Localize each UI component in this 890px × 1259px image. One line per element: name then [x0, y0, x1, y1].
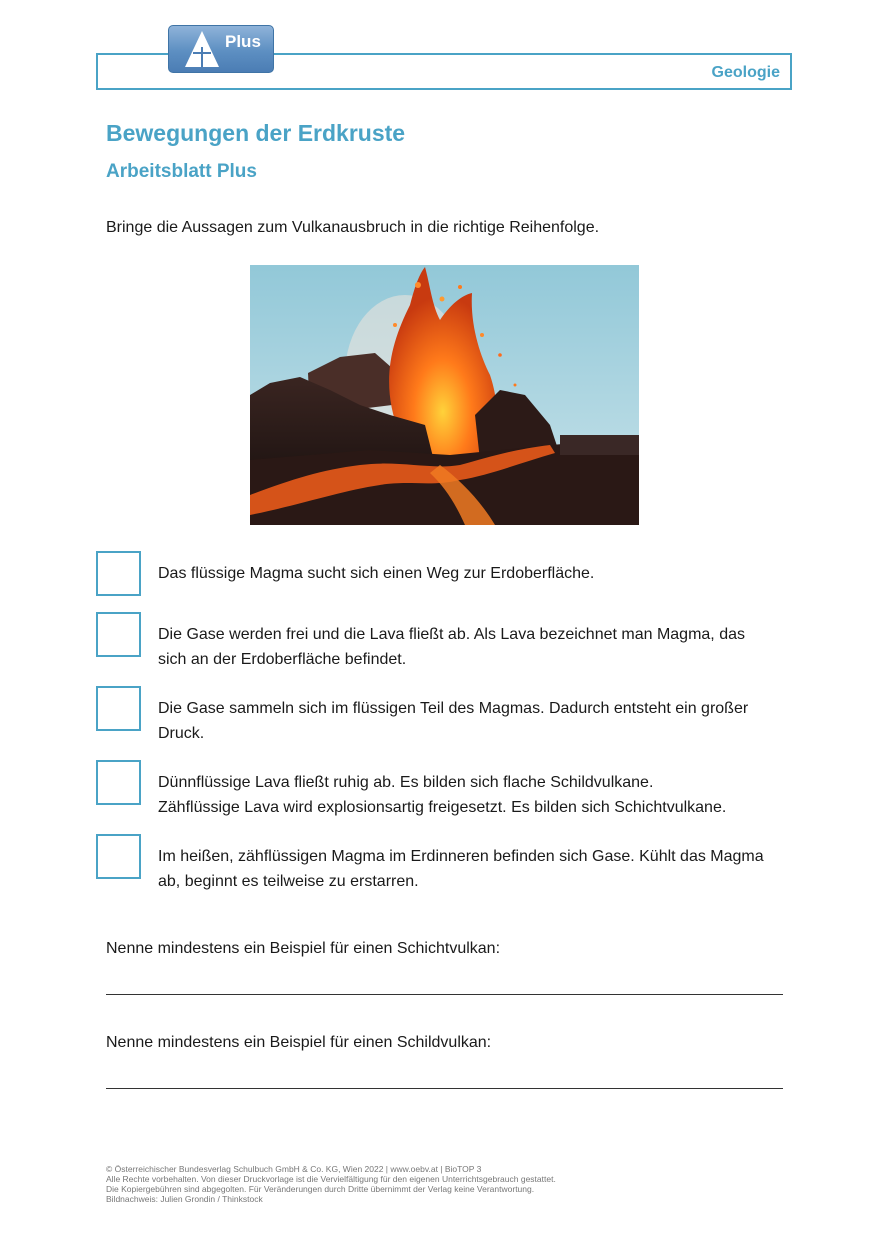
copyright-footer	[106, 1164, 556, 1204]
order-checkbox[interactable]	[96, 612, 141, 657]
footer-line: © Österreichischer Bundesverlag Schulbuch GmbH & Co. KG, Wien 2022 | www.oebv.at | BioTOP 3	[106, 1164, 482, 1174]
order-checkbox[interactable]	[96, 686, 141, 731]
answer-line-schildvulkan[interactable]	[106, 1088, 783, 1089]
question-schichtvulkan: Nenne mindestens ein Beispiel für einen Schichtvulkan:	[106, 940, 501, 957]
footer-line: Alle Rechte vorbehalten. Von dieser Druckvorlage ist die Vervielfältigung für den eigenen Unterrichtsgebrauch gestattet.	[106, 1174, 556, 1184]
page-title: Bewegungen der Erdkruste	[106, 120, 406, 146]
page-subtitle: Arbeitsblatt Plus	[106, 161, 257, 182]
footer-line: Die Kopiergebühren sind abgegolten. Für Veränderungen durch Dritte übernimmt der Verlag keine Verantwortung.	[106, 1184, 535, 1194]
footer-line: Bildnachweis: Julien Grondin / Thinkstock	[106, 1194, 263, 1204]
task-text: Das flüssige Magma sucht sich einen Weg zur Erdoberfläche.	[158, 565, 595, 582]
task-text: Die Gase sammeln sich im flüssigen Teil des Magmas. Dadurch entsteht ein großer Druck.	[158, 700, 749, 742]
task-text: Dünnflüssige Lava fließt ruhig ab. Es bilden sich flache Schildvulkane. Zähflüssige Lava wird explosionsartig freigesetzt. Es bilden sich Schichtvulkane.	[158, 774, 727, 816]
order-checkbox[interactable]	[96, 551, 141, 596]
logo-text: Plus	[225, 32, 261, 51]
order-checkbox[interactable]	[96, 760, 141, 805]
order-checkbox[interactable]	[96, 834, 141, 879]
subject-label: Geologie	[711, 64, 780, 81]
question-schildvulkan: Nenne mindestens ein Beispiel für einen Schildvulkan:	[106, 1034, 492, 1051]
plus-logo	[168, 25, 274, 73]
volcano-photo	[250, 265, 639, 525]
triangle-logo-icon	[183, 29, 221, 69]
task-text: Im heißen, zähflüssigen Magma im Erdinneren befinden sich Gase. Kühlt das Magma ab, beginnt es teilweise zu erstarren.	[158, 848, 764, 890]
instruction-text: Bringe die Aussagen zum Vulkanausbruch in die richtige Reihenfolge.	[106, 219, 600, 236]
task-text: Die Gase werden frei und die Lava fließt ab. Als Lava bezeichnet man Magma, das sich an der Erdoberfläche befindet.	[158, 626, 745, 668]
answer-line-schichtvulkan[interactable]	[106, 994, 783, 995]
